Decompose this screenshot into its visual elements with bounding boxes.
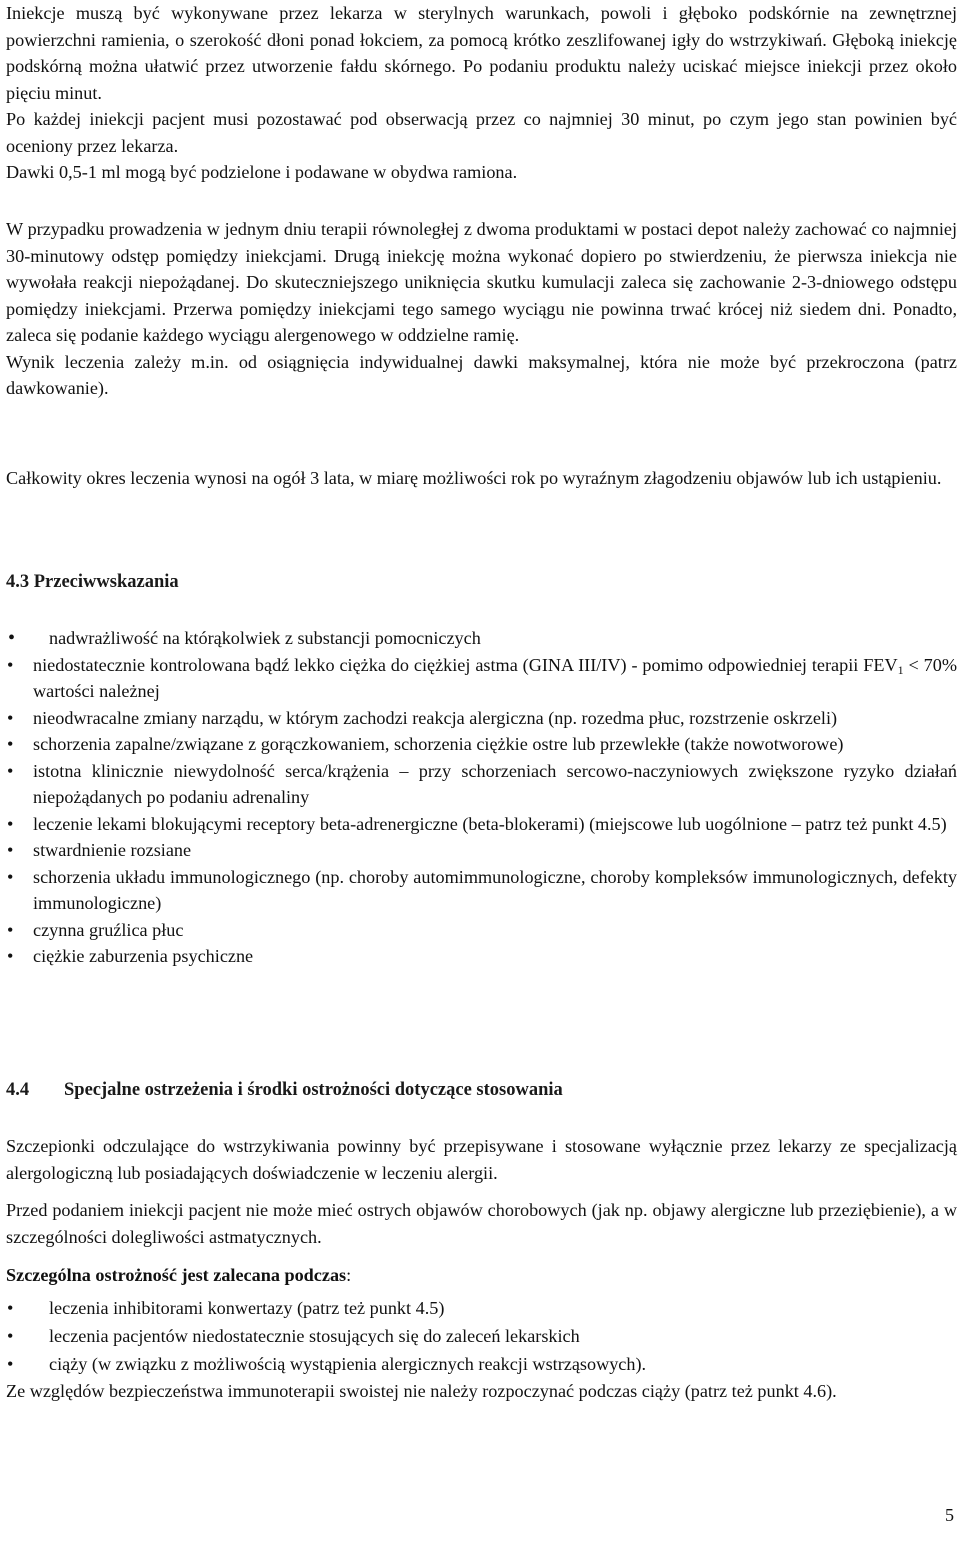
heading-4-4	[6, 1080, 563, 1101]
list-item: • stwardnienie rozsiane	[6, 837, 957, 864]
list-item: • istotna klinicznie niewydolność serca/krążenia – przy schorzeniach sercowo-naczyniowych zwiększone ryzyko działań niepożądanych po podaniu adrenaliny	[6, 758, 957, 811]
bullet-icon: •	[7, 1354, 14, 1374]
acute-symptoms-paragraph: Przed podaniem iniekcji pacjent nie może mieć ostrych objawów chorobowych (jak np. objawy alergiczne lub przeziębienie), a w szczególności dolegliwości astmatycznych.	[6, 1200, 957, 1247]
duration-paragraph: Całkowity okres leczenia wynosi na ogół 3 lata, w miarę możliwości rok po wyraźnym złagodzeniu objawów lub ich ustąpieniu.	[6, 468, 942, 488]
outcome-paragraph: Wynik leczenia zależy m.in. od osiągnięcia indywidualnej dawki maksymalnej, która nie może być przekroczona (patrz dawkowanie).	[6, 351, 957, 398]
list-item: • schorzenia układu immunologicznego (np. choroby automimmunologiczne, choroby kompleksów immunologicznych, defekty immunologiczne)	[6, 864, 957, 917]
bullet-icon: •	[7, 760, 14, 781]
section-title: Specjalne ostrzeżenia i środki ostrożności dotyczące stosowania	[64, 1080, 563, 1100]
bullet-icon: •	[7, 734, 14, 754]
duration-section	[6, 465, 957, 492]
administration-paragraph: Iniekcje muszą być wykonywane przez lekarza w sterylnych warunkach, powoli i głęboko podskórnie na zewnętrznej powierzchni ramienia, o szerokość dłoni ponad łokciem, za pomocą krótko zeszlifowanej igły do wstrzykiwań. Głęboką iniekcję podskórną można ułatwić przez utworzenie fałdu skórnego. Po podaniu produktu należy uciskać miejsce iniekcji przez około pięciu minut.	[6, 3, 957, 103]
bullet-icon: •	[7, 866, 14, 887]
list-item: • ciąży (w związku z możliwością wystąpienia alergicznych reakcji wstrząsowych).	[6, 1350, 957, 1378]
contraindications-list	[6, 625, 957, 970]
list-item: • nadwrażliwość na którąkolwiek z substancji pomocniczych	[6, 625, 957, 652]
bullet-icon: •	[7, 840, 14, 860]
list-item: • niedostatecznie kontrolowana bądź lekko ciężka do ciężkiej astma (GINA III/IV) - pomimo odpowiedniej terapii $FEV_1 < 70\%$ wartości należnej	[6, 652, 957, 705]
list-item: • leczenia inhibitorami konwertazy (patrz też punkt 4.5)	[6, 1294, 957, 1322]
depot-section	[6, 216, 957, 402]
depot-paragraph: W przypadku prowadzenia w jednym dniu terapii równoległej z dwoma produktami w postaci depot należy zachować co najmniej 30-minutowy odstęp pomiędzy iniekcjami. Drugą iniekcję można wykonać dopiero po stwierdzeniu, że pierwsza iniekcja nie wywołała reakcji niepożądanej. Do skuteczniejszego uniknięcia skutku kumulacji zaleca się zachowanie 2-3-dniowego odstępu pomiędzy iniekcjami. Przerwa pomiędzy iniekcjami tego samego wyciągu nie powinna trwać krócej niż siedem dni. Ponadto, zaleca się podanie każdego wyciągu alergenowego w oddzielne ramię.	[6, 219, 957, 345]
caution-lead: Szczególna ostrożność jest zalecana podczas:	[6, 1265, 352, 1285]
list-item: • ciężkie zaburzenia psychiczne	[6, 943, 957, 970]
pregnancy-paragraph: Ze względów bezpieczeństwa immunoterapii swoistej nie należy rozpoczynać podczas ciąży (patrz też punkt 4.6).	[6, 1381, 837, 1401]
list-item: • nieodwracalne zmiany narządu, w którym zachodzi reakcja alergiczna (np. rozedma płuc, rozstrzenie oskrzeli)	[6, 705, 957, 732]
dose-split-paragraph: Dawki 0,5-1 ml mogą być podzielone i podawane w obydwa ramiona.	[6, 162, 518, 182]
list-item: • schorzenia zapalne/związane z gorączkowaniem, schorzenia ciężkie ostre lub przewlekłe (także nowotworowe)	[6, 731, 957, 758]
bullet-icon: •	[7, 813, 14, 834]
pregnancy-section	[6, 1378, 957, 1405]
administration-section	[6, 0, 957, 186]
list-item: • czynna gruźlica płuc	[6, 917, 957, 944]
bullet-icon: •	[7, 1298, 14, 1318]
caution-list	[6, 1294, 957, 1378]
bullet-icon: •	[7, 1326, 14, 1346]
list-item: • leczenia pacjentów niedostatecznie stosujących się do zaleceń lekarskich	[6, 1322, 957, 1350]
prescribers-paragraph: Szczepionki odczulające do wstrzykiwania powinny być przepisywane i stosowane wyłącznie przez lekarzy ze specjalizacją alergologiczną lub posiadających doświadczenie w leczeniu alergii.	[6, 1136, 957, 1183]
bullet-icon: •	[7, 707, 14, 728]
bullet-icon: •	[7, 946, 14, 966]
section-number: 4.4	[6, 1080, 30, 1100]
prescribers-section	[6, 1133, 957, 1186]
page-number: 5	[945, 1505, 954, 1525]
bullet-icon: •	[7, 654, 14, 675]
list-item: • leczenie lekami blokującymi receptory beta-adrenergiczne (beta-blokerami) (miejscowe lub uogólnione – patrz też punkt 4.5)	[6, 811, 957, 838]
bullet-icon: •	[8, 627, 16, 649]
acute-symptoms-section	[6, 1197, 957, 1250]
subscript: 1	[897, 662, 904, 677]
bullet-icon: •	[7, 919, 14, 940]
heading-4-3: 4.3 Przeciwwskazania	[6, 572, 179, 592]
observation-paragraph: Po każdej iniekcji pacjent musi pozostawać pod obserwacją przez co najmniej 30 minut, po czym jego stan powinien być oceniony przez lekarza.	[6, 109, 957, 156]
